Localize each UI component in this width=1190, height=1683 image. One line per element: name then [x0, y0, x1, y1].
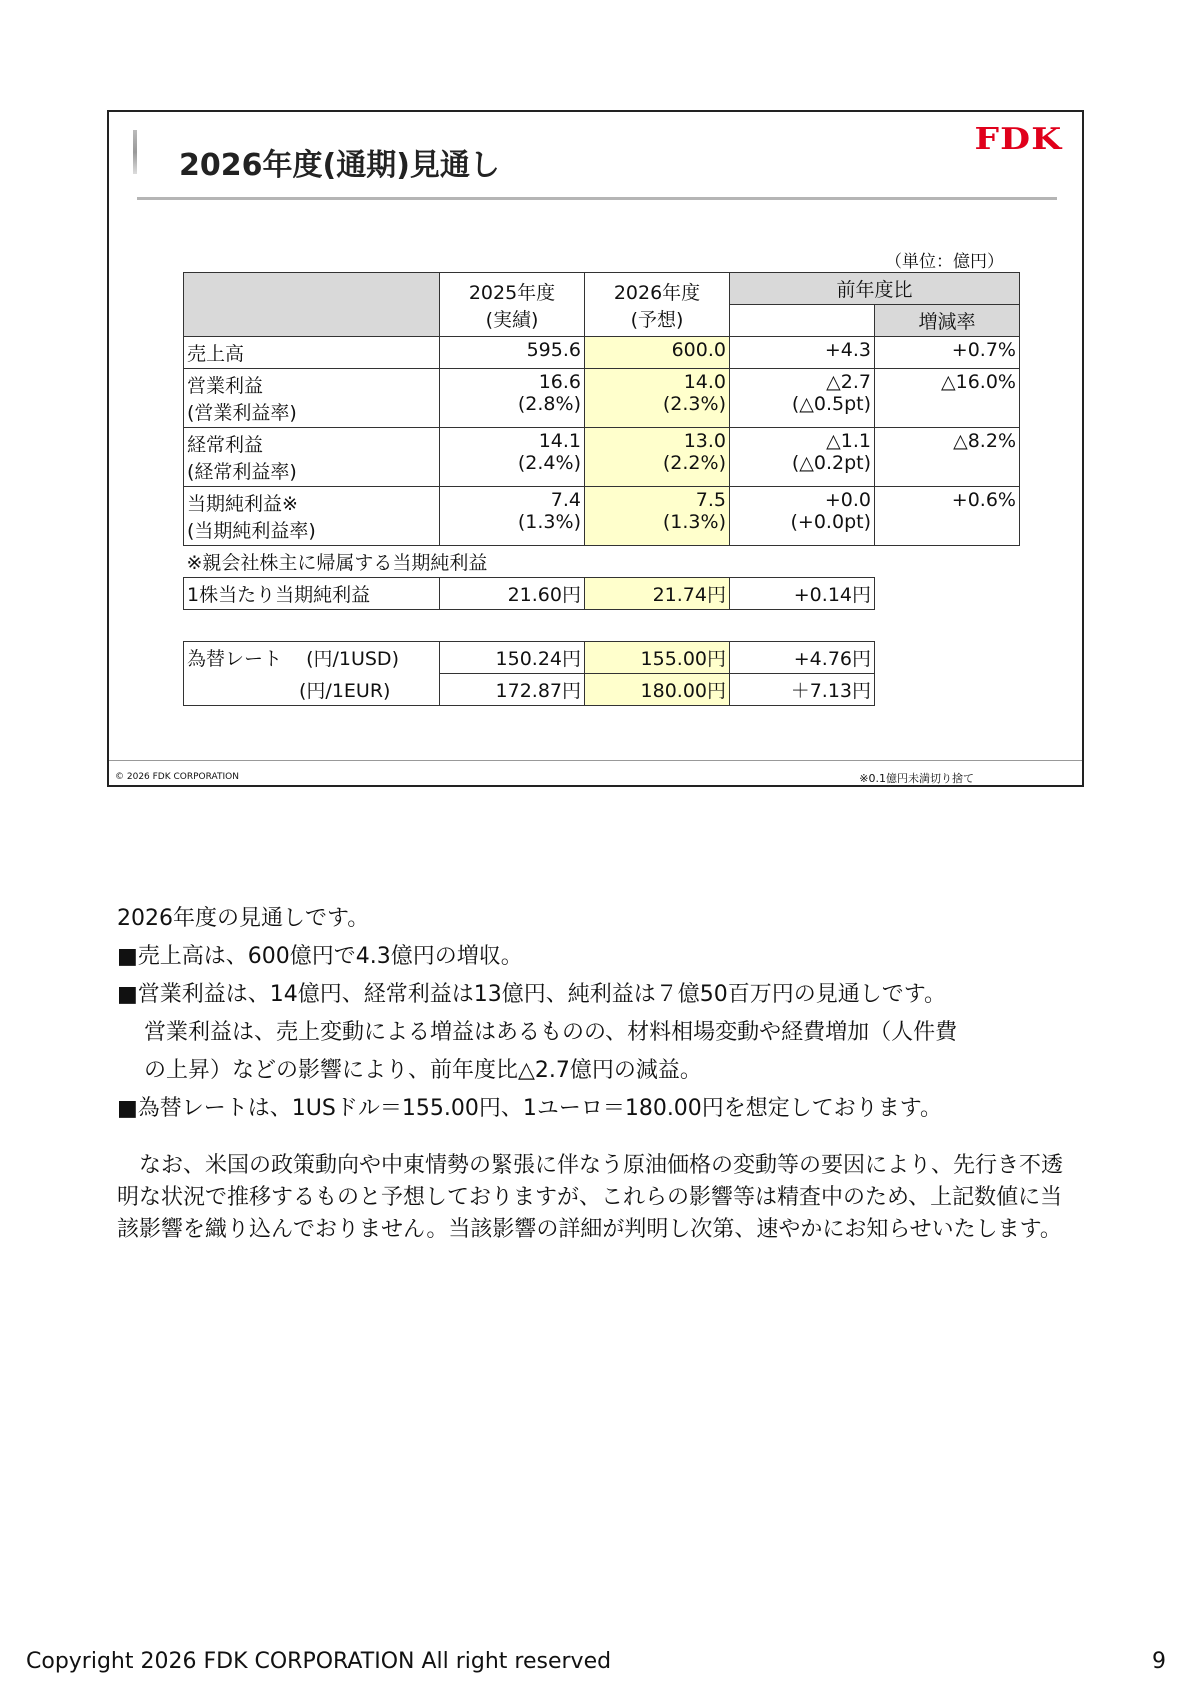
page-copyright: Copyright 2026 FDK CORPORATION All right reserved — [26, 1649, 612, 1674]
eps-row: 1株当たり当期純利益 21.60円 21.74円 +0.14円 — [184, 578, 1020, 610]
commentary-line: ■売上高は、600億円で4.3億円の増収。 — [117, 944, 523, 969]
table-row: 売上高 595.6 600.0 +4.3 +0.7% — [184, 337, 1020, 369]
slide-footer-copyright: © 2026 FDK CORPORATION — [115, 772, 239, 782]
title-accent-bar — [133, 130, 137, 174]
header-blank — [184, 273, 440, 337]
commentary — [117, 900, 1077, 1246]
header-2026: 2026年度 (予想) — [585, 273, 730, 337]
forecast-table — [183, 272, 1020, 706]
header-rate: 増減率 — [875, 305, 1020, 337]
footer-divider — [109, 760, 1082, 761]
fx-row-usd: 為替レート (円/1USD) 150.24円 155.00円 +4.76円 — [184, 642, 1020, 674]
page-number: 9 — [1152, 1649, 1166, 1674]
commentary-line: ■営業利益は、14億円、経常利益は13億円、純利益は７億50百万円の見通しです。 — [117, 982, 947, 1007]
commentary-paragraph: なお、米国の政策動向や中東情勢の緊張に伴なう原油価格の変動等の要因により、先行き不透明な状況で推移するものと予想しておりますが、これらの影響等は精査中のため、上記数値に当該影響を織り込んでおりません。当該影響の詳細が判明し次第、速やかにお知らせいたします。 — [117, 1153, 1064, 1242]
table-row: 当期純利益※ (当期純利益率) 7.4 (1.3%) 7.5 (1.3%) +0.0 (+0.0pt) +0.6% — [184, 487, 1020, 546]
fx-row-eur: (円/1EUR) 172.87円 180.00円 ＋7.13円 — [184, 674, 1020, 706]
slide-footer-note: ※0.1億円未満切り捨て — [859, 772, 974, 785]
fdk-logo: FDK — [974, 122, 1062, 157]
table-row: 営業利益 (営業利益率) 16.6 (2.8%) 14.0 (2.3%) △2.7 (△0.5pt) △16.0% — [184, 369, 1020, 428]
commentary-line: の上昇）などの影響により、前年度比△2.7億円の減益。 — [144, 1058, 702, 1083]
header-yoy-blank — [730, 305, 875, 337]
title-divider — [137, 197, 1057, 200]
commentary-line: 営業利益は、売上変動による増益はあるものの、材料相場変動や経費増加（人件費 — [144, 1020, 958, 1045]
slide-title: 2026年度(通期)見通し — [179, 148, 500, 183]
header-2025: 2025年度 (実績) — [440, 273, 585, 337]
slide — [107, 110, 1084, 787]
header-yoy: 前年度比 — [730, 273, 1020, 305]
table-note: ※親会社株主に帰属する当期純利益 — [186, 552, 488, 574]
table-row: 経常利益 (経常利益率) 14.1 (2.4%) 13.0 (2.2%) △1.1 (△0.2pt) △8.2% — [184, 428, 1020, 487]
commentary-line: 2026年度の見通しです。 — [117, 906, 370, 931]
commentary-line: ■為替レートは、1USドル＝155.00円、1ユーロ＝180.00円を想定しております。 — [117, 1096, 943, 1121]
unit-label: （単位：億円） — [885, 252, 1004, 272]
